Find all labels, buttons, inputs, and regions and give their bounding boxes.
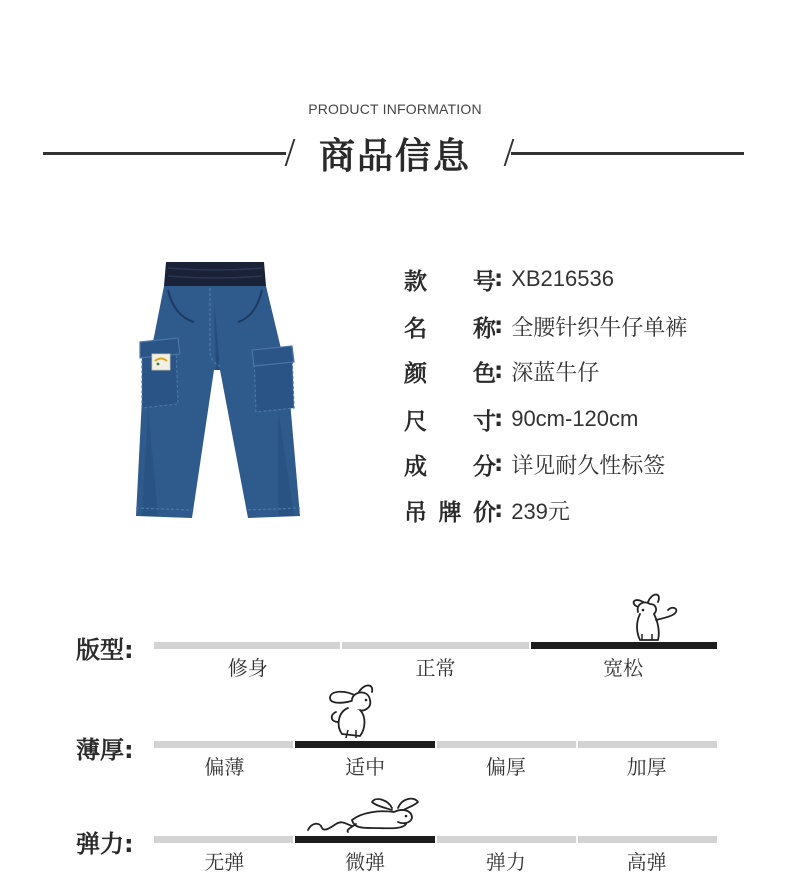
page-title: 商品信息 (318, 136, 471, 177)
thickness-scale-labels (154, 751, 717, 780)
thickness-option: 偏薄 (204, 755, 245, 779)
info-label: 颜 色 (404, 360, 496, 387)
info-value: 深蓝牛仔 (511, 359, 600, 385)
bunny-standing-icon (628, 590, 680, 644)
info-row-price (404, 493, 570, 527)
thickness-segment (578, 741, 717, 748)
info-label: 款 号 (404, 268, 496, 295)
fit-segment-selected (531, 642, 717, 649)
elasticity-segment-selected (295, 836, 434, 843)
info-colon: : (494, 451, 504, 477)
thickness-segment (437, 741, 576, 748)
elasticity-option: 无弹 (204, 850, 245, 874)
info-colon: : (494, 497, 504, 523)
thickness-option: 加厚 (626, 755, 667, 779)
info-value: 全腰针织牛仔单裤 (511, 314, 688, 340)
info-colon: : (494, 358, 504, 384)
header-rule-right (511, 152, 744, 155)
elasticity-option: 高弹 (626, 850, 667, 874)
elasticity-option: 微弹 (345, 850, 386, 874)
info-row-name (404, 309, 687, 343)
product-image-pants (128, 258, 318, 524)
fit-option: 宽松 (603, 656, 644, 680)
bunny-sitting-icon (326, 682, 382, 740)
fit-option: 修身 (227, 656, 268, 680)
info-value: 239元 (511, 498, 570, 524)
thickness-option: 偏厚 (485, 755, 526, 779)
elasticity-option: 弹力 (485, 850, 526, 874)
info-value: 详见耐久性标签 (511, 452, 666, 478)
elasticity-segment (578, 836, 717, 843)
info-colon: : (494, 406, 504, 432)
thickness-segment (154, 741, 293, 748)
info-colon: : (494, 266, 504, 292)
elasticity-scale-title: 弹力: (76, 830, 134, 858)
info-row-size (404, 402, 638, 436)
info-value: 90cm-120cm (511, 406, 639, 431)
info-row-style-number (404, 262, 614, 296)
fit-scale-labels (154, 652, 717, 681)
info-label: 吊牌价 (404, 499, 496, 526)
info-label: 名 称 (404, 315, 496, 342)
fit-segment (342, 642, 528, 649)
elasticity-scale-labels (154, 846, 717, 875)
fit-scale-title: 版型: (76, 636, 134, 664)
fit-segment (154, 642, 340, 649)
bunny-leaping-icon (306, 794, 422, 836)
info-label: 成 分 (404, 453, 496, 480)
elasticity-segment (154, 836, 293, 843)
header-subtitle: PRODUCT INFORMATION (308, 101, 482, 117)
fit-option: 正常 (415, 656, 456, 680)
thickness-segment-selected (295, 741, 434, 748)
info-label: 尺 寸 (404, 408, 496, 435)
info-colon: : (494, 313, 504, 339)
info-row-color (404, 354, 599, 388)
thickness-option: 适中 (345, 755, 386, 779)
info-value: XB216536 (511, 266, 614, 291)
elasticity-segment (437, 836, 576, 843)
info-row-material (404, 447, 665, 481)
thickness-scale-title: 薄厚: (76, 736, 134, 764)
thickness-scale-bar (154, 741, 717, 748)
elasticity-scale-bar (154, 836, 717, 843)
